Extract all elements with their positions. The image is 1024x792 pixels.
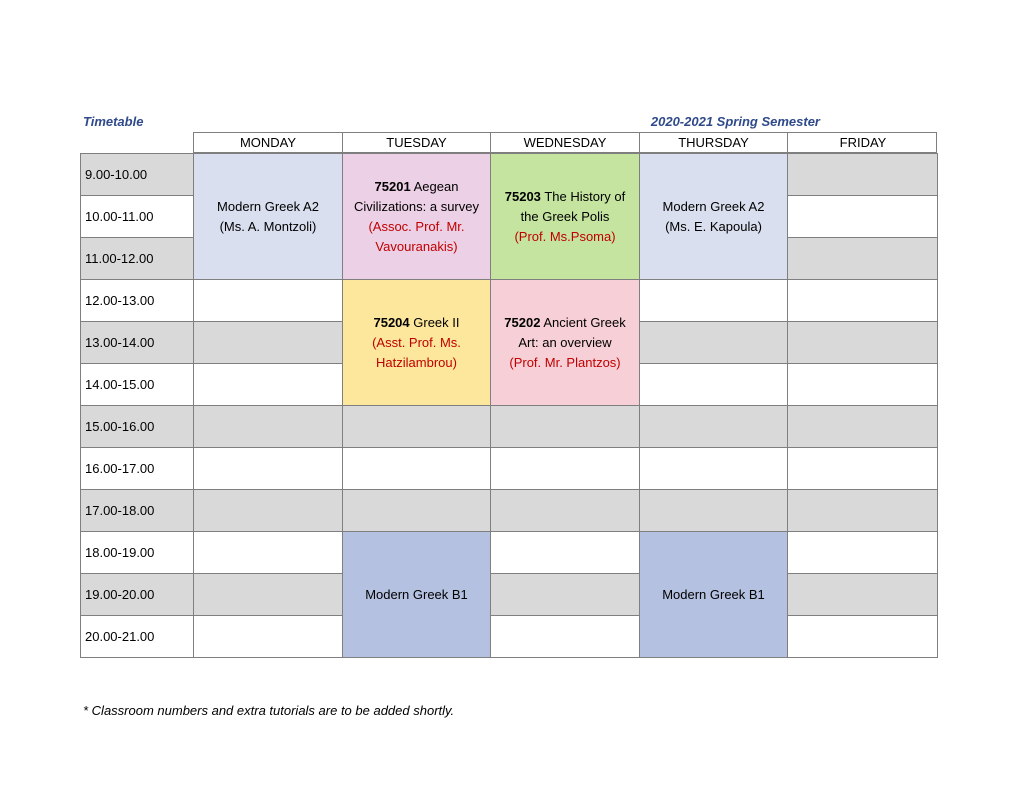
- empty-cell: [640, 322, 788, 364]
- empty-cell: [788, 574, 938, 616]
- course-title: Ancient Greek: [543, 314, 626, 330]
- course-75204: [343, 280, 491, 406]
- course-title: The History of: [544, 188, 626, 204]
- course-75203: [491, 154, 640, 280]
- empty-cell: [491, 448, 640, 490]
- course-code: 75203: [504, 188, 541, 204]
- empty-cell: [491, 574, 640, 616]
- day-header-friday: FRIDAY: [839, 135, 887, 150]
- day-header-tuesday: TUESDAY: [343, 133, 491, 153]
- course-instructor: (Assoc. Prof. Mr.: [368, 218, 465, 234]
- course-title-cont: Art: an overview: [518, 334, 612, 350]
- course-instructor: (Asst. Prof. Ms.: [372, 334, 461, 350]
- time-slot: 16.00-17.00: [81, 448, 194, 490]
- course-title: Modern Greek A2: [217, 198, 319, 214]
- course-modern-greek-a2-thursday: [640, 154, 788, 280]
- empty-cell: [640, 448, 788, 490]
- empty-cell: [194, 532, 343, 574]
- empty-cell: [194, 280, 343, 322]
- empty-cell: [194, 364, 343, 406]
- course-modern-greek-b1-tuesday: [343, 532, 491, 658]
- course-code: 75204: [373, 314, 410, 330]
- course-code: 75202: [504, 314, 541, 330]
- empty-cell: [788, 490, 938, 532]
- time-slot: 15.00-16.00: [81, 406, 194, 448]
- semester-label: 2020-2021 Spring Semester: [650, 114, 820, 129]
- empty-cell: [640, 280, 788, 322]
- empty-cell: [788, 196, 938, 238]
- course-instructor: (Ms. E. Kapoula): [665, 218, 762, 234]
- empty-cell: [343, 406, 491, 448]
- time-slot: 19.00-20.00: [81, 574, 194, 616]
- timetable-grid: [80, 153, 938, 658]
- time-slot: 11.00-12.00: [81, 238, 194, 280]
- empty-cell: [788, 322, 938, 364]
- table-row: [81, 448, 938, 490]
- time-slot: 14.00-15.00: [81, 364, 194, 406]
- course-modern-greek-a2-monday: [194, 154, 343, 280]
- course-instructor-cont: Vavouranakis): [375, 238, 458, 254]
- table-row: [81, 280, 938, 322]
- footnote: * Classroom numbers and extra tutorials are to be added shortly.: [83, 703, 455, 718]
- empty-cell: [194, 490, 343, 532]
- course-code: 75201: [374, 178, 411, 194]
- course-title: Greek II: [413, 314, 460, 330]
- course-title: Modern Greek B1: [365, 586, 468, 602]
- empty-cell: [788, 448, 938, 490]
- empty-cell: [194, 616, 343, 658]
- course-75202: [491, 280, 640, 406]
- course-title-cont: the Greek Polis: [520, 208, 610, 224]
- empty-cell: [491, 616, 640, 658]
- empty-cell: [194, 448, 343, 490]
- course-instructor-cont: Hatzilambrou): [376, 354, 457, 370]
- table-row: [81, 490, 938, 532]
- time-slot: 9.00-10.00: [81, 154, 194, 196]
- course-75201: [343, 154, 491, 280]
- course-modern-greek-b1-thursday: [640, 532, 788, 658]
- course-instructor: (Prof. Mr. Plantzos): [509, 354, 621, 370]
- table-row: [81, 616, 938, 658]
- empty-cell: [788, 280, 938, 322]
- empty-cell: [343, 490, 491, 532]
- empty-cell: [640, 490, 788, 532]
- day-header-wednesday: WEDNESDAY: [491, 133, 640, 153]
- empty-cell: [491, 490, 640, 532]
- empty-cell: [640, 406, 788, 448]
- course-title: Modern Greek A2: [662, 198, 765, 214]
- course-title-cont: Civilizations: a survey: [354, 198, 479, 214]
- table-row: [81, 154, 938, 196]
- table-row: [81, 574, 938, 616]
- empty-cell: [491, 532, 640, 574]
- course-title: Modern Greek B1: [662, 586, 765, 602]
- time-slot: 20.00-21.00: [81, 616, 194, 658]
- empty-cell: [788, 154, 938, 196]
- time-slot: 17.00-18.00: [81, 490, 194, 532]
- empty-cell: [788, 364, 938, 406]
- page-title: Timetable: [83, 114, 144, 129]
- empty-cell: [788, 238, 938, 280]
- empty-cell: [640, 364, 788, 406]
- time-slot: 13.00-14.00: [81, 322, 194, 364]
- empty-cell: [194, 406, 343, 448]
- day-header-monday: MONDAY: [194, 133, 343, 153]
- time-slot: 12.00-13.00: [81, 280, 194, 322]
- day-header-thursday: THURSDAY: [640, 133, 788, 153]
- course-instructor: (Prof. Ms.Psoma): [514, 228, 616, 244]
- empty-cell: [788, 532, 938, 574]
- empty-cell: [194, 322, 343, 364]
- table-row: [81, 406, 938, 448]
- empty-cell: [343, 448, 491, 490]
- time-slot: 10.00-11.00: [81, 196, 194, 238]
- empty-cell: [788, 616, 938, 658]
- table-row: [81, 532, 938, 574]
- course-title: Aegean: [413, 178, 459, 194]
- day-header-row: [193, 132, 937, 153]
- empty-cell: [491, 406, 640, 448]
- empty-cell: [194, 574, 343, 616]
- course-instructor: (Ms. A. Montzoli): [219, 218, 317, 234]
- time-slot: 18.00-19.00: [81, 532, 194, 574]
- empty-cell: [788, 406, 938, 448]
